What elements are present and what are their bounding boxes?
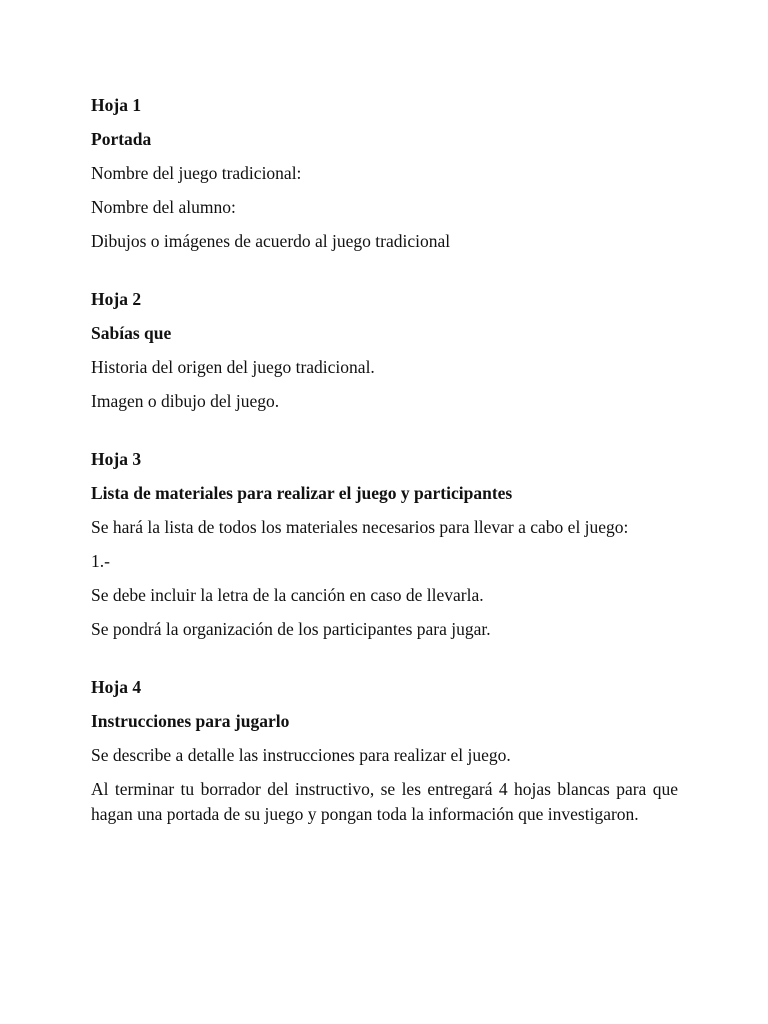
section-spacer (91, 263, 678, 287)
section-title: Portada (91, 129, 152, 149)
section-heading: Hoja 2 (91, 289, 142, 309)
body-line: Historia del origen del juego tradicional. (91, 357, 375, 377)
section-spacer (91, 423, 678, 447)
body-line: Dibujos o imágenes de acuerdo al juego tradicional (91, 231, 451, 251)
section-heading: Hoja 1 (91, 95, 142, 115)
section-hoja-4 (91, 675, 678, 826)
section-title: Instrucciones para jugarlo (91, 711, 290, 731)
body-line: 1.- (91, 551, 110, 571)
body-line: Se hará la lista de todos los materiales necesarios para llevar a cabo el juego: (91, 517, 629, 537)
body-line: Imagen o dibujo del juego. (91, 391, 280, 411)
section-heading: Hoja 4 (91, 677, 142, 697)
body-line: Se pondrá la organización de los participantes para jugar. (91, 619, 491, 639)
section-heading: Hoja 3 (91, 449, 142, 469)
section-hoja-3 (91, 447, 678, 641)
section-hoja-1 (91, 93, 678, 253)
body-line: Nombre del juego tradicional: (91, 163, 302, 183)
body-line: Nombre del alumno: (91, 197, 236, 217)
body-line: Se describe a detalle las instrucciones para realizar el juego. (91, 745, 511, 765)
body-line: Se debe incluir la letra de la canción en caso de llevarla. (91, 585, 484, 605)
section-hoja-2 (91, 287, 678, 413)
section-title: Lista de materiales para realizar el juego y participantes (91, 483, 513, 503)
body-paragraph: Al terminar tu borrador del instructivo, se les entregará 4 hojas blancas para que hagan una portada de su juego y pongan toda la información que investigaron. (91, 779, 678, 824)
section-spacer (91, 651, 678, 675)
section-title: Sabías que (91, 323, 172, 343)
document-content (91, 93, 678, 826)
